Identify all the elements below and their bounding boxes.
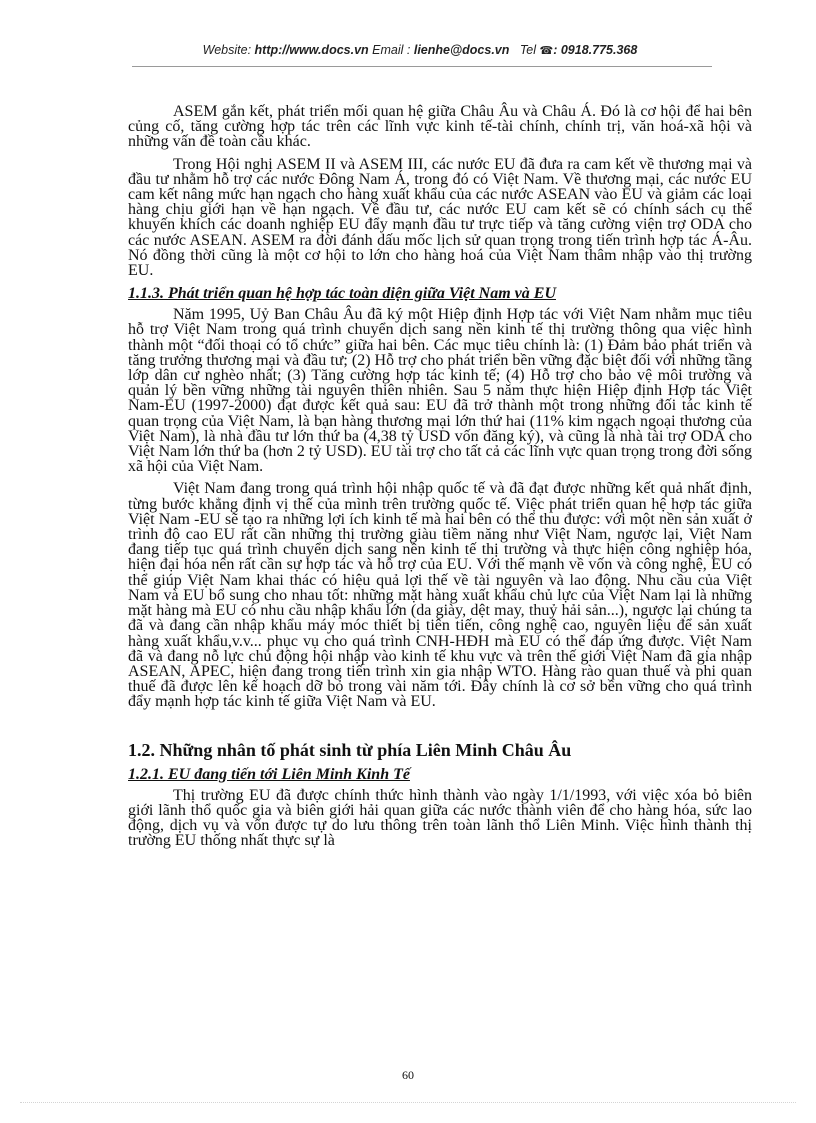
paragraph-integration: Việt Nam đang trong quá trình hội nhập quốc tế và đã đạt được những kết quả nhất định, từng bước khẳng định vị thế của mình trên trường quốc tế. Việc phát triển quan hệ hợp tác giữa Việt Nam -EU sẽ tạo ra những lợi ích kinh tế mà hai bên có thể thu được: với một nền sản xuất ở trình độ cao EU rất cần những thị trường giàu tiềm năng như Việt Nam, ngược lại, Việt Nam đang tiếp tục quá trình chuyển dịch sang nền kinh tế thị trường và thực hiện công nghiệp hóa, hiện đại hóa nên rất cần sự hợp tác và hỗ trợ của EU. Với thế mạnh về vốn và công nghệ, EU có thể giúp Việt Nam khai thác có hiệu quả lợi thế về tài nguyên và lao động. Nhu cầu của Việt Nam và EU bổ sung cho nhau tốt: những mặt hàng xuất khẩu chủ lực của Việt Nam lại là những mặt hàng mà EU có nhu cầu nhập khẩu lớn (da giày, dệt may, thuỷ hải sản...), ngược lại chúng ta đã và đang cần nhập khẩu máy móc thiết bị tiên tiến, công nghệ cao, nguyên liệu để sản xuất hàng xuất khẩu,v.v... phục vụ cho quá trình CNH-HĐH mà EU có thể đáp ứng được. Việt Nam đã và đang nỗ lực chủ động hội nhập vào kinh tế khu vực và trên thế giới Việt Nam đã gia nhập ASEAN, APEC, hiện đang trong tiến trình xin gia nhập WTO. Hàng rào quan thuế và phi quan thuế đã được lên kế hoạch dỡ bỏ trong vài năm tới. Đây chính là cơ sở bền vững cho quá trình đẩy mạnh hợp tác kinh tế giữa Việt Nam và EU. <box>128 480 752 711</box>
footer-rule <box>20 1102 796 1103</box>
document-body <box>128 104 752 855</box>
subsection-heading-1-2-1: 1.2.1. EU đang tiến tới Liên Minh Kinh Tế <box>128 765 410 783</box>
tel-label: Tel <box>519 43 537 57</box>
paragraph-eu-market: Thị trường EU đã được chính thức hình thành vào ngày 1/1/1993, với việc xóa bỏ biên giới lãnh thổ quốc gia và biên giới hải quan giữa các nước thành viên để cho hàng hóa, sức lao động, dịch vụ và vốn được tự do lưu thông trên toàn lãnh thổ Liên Minh. Việc hình thành thị trường EU thống nhất thực sự là <box>128 786 752 850</box>
header-rule <box>132 66 712 67</box>
paragraph-asem-commitments: Trong Hội nghị ASEM II và ASEM III, các nước EU đã đưa ra cam kết về thương mại và đầu tư nhằm hỗ trợ các nước Đông Nam Á, trong đó có Việt Nam. Về thương mại, các nước EU cam kết nâng mức hạn ngạch cho hàng xuất khẩu của các nước ASEAN vào EU và giảm các loại hàng chịu giới hạn về hạn ngạch. Về đầu tư, các nước EU cam kết sẽ có chính sách cụ thể khuyến khích các doanh nghiệp EU đẩy mạnh đầu tư trực tiếp và tăng cường viện trợ ODA cho các nước ASEAN. ASEM ra đời đánh dấu mốc lịch sử quan trọng trong tiến trình hợp tác Á-Âu. Nó đồng thời cũng là một cơ hội to lớn cho hàng hoá của Việt Nam thâm nhập vào thị trường EU. <box>128 155 752 280</box>
page-number: 60 <box>402 1068 414 1082</box>
email-value[interactable]: lienhe@docs.vn <box>413 43 510 57</box>
website-url[interactable]: http://www.docs.vn <box>254 43 369 57</box>
email-label: Email : <box>372 43 411 57</box>
website-label: Website: <box>202 43 252 57</box>
tel-value: : 0918.775.368 <box>553 43 638 57</box>
section-heading-1-2: 1.2. Những nhân tố phát sinh từ phía Liên Minh Châu Âu <box>128 739 572 760</box>
phone-icon: ☎ <box>539 45 554 57</box>
page-header <box>140 43 700 57</box>
paragraph-asem-intro: ASEM gắn kết, phát triển mối quan hệ giữa Châu Âu và Châu Á. Đó là cơ hội để hai bên củng cố, tăng cường hợp tác trên các lĩnh vực kinh tế-tài chính, chính trị, văn hoá-xã hội và những vấn đề toàn cầu khác. <box>128 103 752 151</box>
paragraph-cooperation-agreement: Năm 1995, Uỷ Ban Châu Âu đã ký một Hiệp định Hợp tác với Việt Nam nhằm mục tiêu hỗ trợ Việt Nam trong quá trình chuyển dịch sang nền kinh tế thị trường thông qua việc hình thành một “đối thoại có tổ chức” giữa hai bên. Các mục tiêu chính là: (1) Đảm bảo phát triển và tăng trưởng thương mại và đầu tư; (2) Hỗ trợ cho phát triển bền vững đặc biệt đối với những tầng lớp dân cư nghèo nhất; (3) Tăng cường hợp tác kinh tế; (4) Hỗ trợ cho bảo vệ môi trường và quản lý bền vững những tài nguyên thiên nhiên. Sau 5 năm thực hiện Hiệp định Hợp tác Việt Nam-EU (1997-2000) đạt được kết quả sau: EU đã trở thành một trong những đối tác kinh tế quan trọng của Việt Nam, là bạn hàng thương mại lớn thứ hai (11% kim ngạch ngoại thương của Việt Nam), là nhà đầu tư lớn thứ ba (4,38 tỷ USD vốn đăng ký), và cũng là nhà tài trợ ODA cho Việt Nam lớn thứ ba (hơn 2 tỷ USD). EU tài trợ cho tất cả các lĩnh vực quan trọng trong đời sống xã hội của Việt Nam. <box>128 306 752 476</box>
subsection-heading-1-1-3: 1.1.3. Phát triển quan hệ hợp tác toàn diện giữa Việt Nam và EU <box>128 285 556 303</box>
